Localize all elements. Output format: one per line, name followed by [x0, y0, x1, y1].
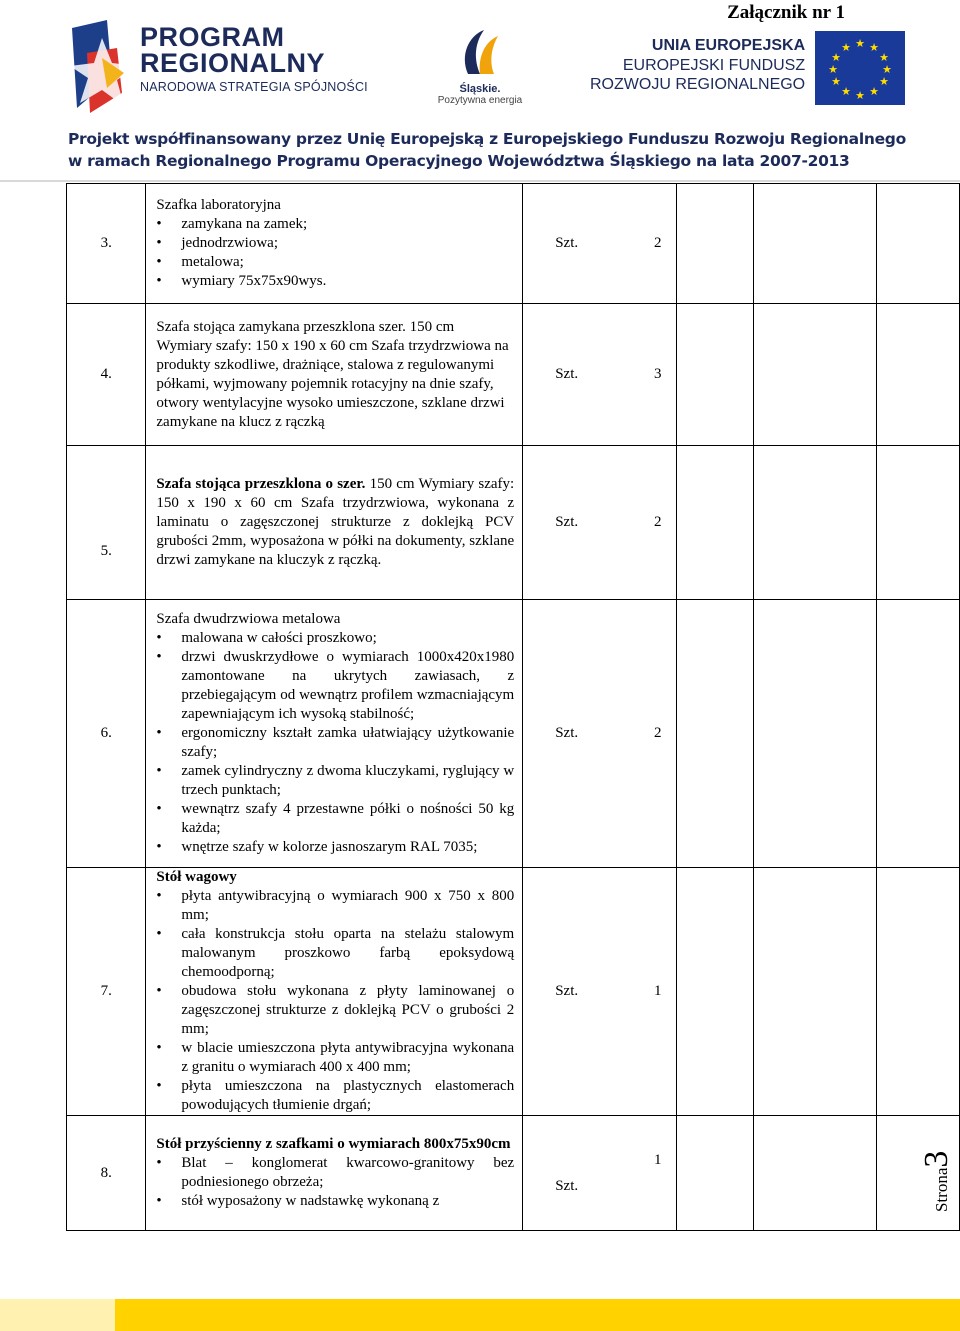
list-item: • drzwi dwuskrzydłowe o wymiarach 1000x420x1980 zamontowane na ukrytych zawiasach, z przebiegającym od wewnątrz profilem wzmacniającym zapewniającym ich wysoką stabilność;	[181, 648, 514, 724]
item-description	[146, 600, 523, 868]
svg-text:★: ★	[855, 37, 865, 50]
item-text: Wymiary szafy: 150 x 190 x 60 cm Szafa trzydrzwiowa na produkty szkodliwe, drażniące, stalowa z regulowanymi półkami, wyjmowany pojemnik rotacyjny na dnie szafy, otwory wentylacyjne wysoko umieszczone, szklane drzwi zamykane na klucz z rączką	[156, 337, 509, 430]
footer-bar-left	[0, 1299, 115, 1331]
empty-cell	[876, 868, 959, 1116]
slaskie-name: Śląskie.	[459, 83, 501, 95]
empty-cell	[753, 446, 876, 600]
header-divider	[0, 180, 960, 182]
list-item: • stół wyposażony w nadstawkę wykonaną z	[181, 1192, 514, 1211]
svg-text:★: ★	[841, 41, 851, 54]
svg-text:★: ★	[869, 85, 879, 98]
svg-text:★: ★	[882, 63, 892, 76]
item-bullet-list	[156, 215, 514, 291]
program-logo-line2: REGIONALNY	[140, 48, 326, 78]
svg-text:★: ★	[841, 85, 851, 98]
item-bullet-list	[156, 887, 514, 1115]
quantity: 2	[654, 725, 662, 741]
attachment-label: Załącznik nr 1	[727, 2, 845, 23]
list-item: • wnętrze szafy w kolorze jasnoszarym RAL 7035;	[181, 838, 514, 857]
empty-cell	[676, 446, 753, 600]
svg-text:★: ★	[879, 75, 889, 88]
item-description	[146, 1116, 523, 1231]
unit: Szt.	[555, 983, 579, 999]
project-line1: Projekt współfinansowany przez Unię Europejską z Europejskiego Funduszu Rozwoju Regionalnego	[68, 130, 906, 148]
program-logo-line3: NARODOWA STRATEGIA SPÓJNOŚCI	[140, 80, 368, 94]
row-number: 3.	[67, 184, 146, 304]
slaskie-wave-icon	[450, 26, 510, 78]
unit: Szt.	[555, 514, 579, 530]
eu-logo-line1: UNIA EUROPEJSKA	[651, 37, 806, 54]
svg-text:★: ★	[879, 51, 889, 64]
empty-cell	[753, 184, 876, 304]
item-title: Szafa stojąca zamykana przeszklona szer.	[156, 318, 406, 335]
eu-logo-line3: ROZWOJU REGIONALNEGO	[590, 76, 806, 93]
list-item: • Blat – konglomerat kwarcowo-granitowy bez podniesionego obrzeża;	[181, 1154, 514, 1192]
list-item: • w blacie umieszczona płyta antywibracyjna wykonana z granitu o wymiarach 400 x 400 mm;	[181, 1039, 514, 1077]
item-title-rest: 150 cm Wymiary szafy: 150 x 190 x 60 cm Szafa trzydrzwiowa, wykonana z laminatu o zagęszczonej strukturze z doklejką PCV grubości 2mm, wyposażona w półki na dokumenty, szklane drzwi zamykane na kluczyk z rączką.	[156, 476, 515, 568]
unit-qty-cell	[523, 868, 676, 1116]
list-item: • ergonomiczny kształt zamka ułatwiający użytkowanie szafy;	[181, 724, 514, 762]
list-item: • zamek cylindryczny z dwoma kluczykami, ryglujący w trzech punktach;	[181, 762, 514, 800]
quantity: 1	[654, 1151, 662, 1168]
table-row	[67, 184, 960, 304]
list-item: • płyta antywibracyjną o wymiarach 900 x 750 x 800 mm;	[181, 887, 514, 925]
list-item: • wewnątrz szafy 4 przestawne półki o nośności 50 kg każda;	[181, 800, 514, 838]
unit-qty-cell	[523, 184, 676, 304]
unit: Szt.	[555, 366, 579, 382]
list-item: • wymiary 75x75x90wys.	[181, 272, 514, 291]
svg-text:★: ★	[869, 41, 879, 54]
table-row	[67, 868, 960, 1116]
list-item: • cała konstrukcja stołu oparta na stelażu stalowym malowanym proszkowo farbą epoksydową chemoodporną;	[181, 925, 514, 982]
item-description	[146, 304, 523, 446]
eu-logo-line2: EUROPEJSKI FUNDUSZ	[622, 57, 806, 74]
unit: Szt.	[555, 725, 579, 741]
project-line2: w ramach Regionalnego Programu Operacyjnego Województwa Śląskiego na lata 2007-2013	[68, 152, 850, 170]
row-number: 8.	[67, 1116, 146, 1231]
row-number: 4.	[67, 304, 146, 446]
empty-cell	[676, 868, 753, 1116]
page-number-label	[918, 1151, 956, 1212]
empty-cell	[753, 868, 876, 1116]
empty-cell	[676, 1116, 753, 1231]
quantity: 2	[654, 235, 662, 251]
item-description	[146, 446, 523, 600]
page-label: Strona	[932, 1167, 951, 1212]
empty-cell	[876, 304, 959, 446]
list-item: • zamykana na zamek;	[181, 215, 514, 234]
eu-logo-text	[590, 36, 805, 94]
unit: Szt.	[555, 235, 579, 251]
item-bullet-list	[156, 1154, 514, 1211]
unit: Szt.	[555, 1177, 579, 1194]
item-description	[146, 184, 523, 304]
empty-cell	[753, 304, 876, 446]
unit-qty-cell	[523, 304, 676, 446]
item-title: Stół wagowy	[156, 869, 237, 885]
quantity: 2	[654, 514, 662, 530]
list-item: • malowana w całości proszkowo;	[181, 629, 514, 648]
quantity: 3	[654, 366, 662, 382]
eu-flag-icon	[815, 31, 905, 105]
page-number: 3	[918, 1150, 955, 1168]
item-title: Szafa stojąca przeszklona o szer.	[156, 476, 366, 492]
row-number: 6.	[67, 600, 146, 868]
table-row	[67, 304, 960, 446]
svg-text:★: ★	[855, 89, 865, 102]
items-table	[66, 183, 960, 1231]
empty-cell	[876, 600, 959, 868]
empty-cell	[753, 1116, 876, 1231]
svg-text:★: ★	[828, 63, 838, 76]
quantity: 1	[654, 983, 662, 999]
row-number: 7.	[67, 868, 146, 1116]
unit-qty-cell	[523, 600, 676, 868]
slaskie-tagline: Pozytywna energia	[437, 95, 523, 106]
program-logo-line1: PROGRAM	[140, 22, 285, 52]
empty-cell	[876, 184, 959, 304]
project-statement	[68, 128, 906, 172]
row-number: 5.	[67, 446, 146, 600]
table-row	[67, 600, 960, 868]
item-title: Stół przyścienny z szafkami o wymiarach 800x75x90cm	[156, 1136, 511, 1152]
empty-cell	[876, 446, 959, 600]
item-description	[146, 868, 523, 1116]
list-item: • obudowa stołu wykonana z płyty laminowanej o zagęszczonej strukturze z doklejką PCV o grubości 2 mm;	[181, 982, 514, 1039]
list-item: • płyta umieszczona na plastycznych elastomerach powodujących tłumienie drgań;	[181, 1077, 514, 1115]
table-row	[67, 446, 960, 600]
svg-text:★: ★	[831, 75, 841, 88]
item-title-rest: 150 cm	[405, 318, 455, 335]
footer-bar	[0, 1299, 960, 1331]
item-title: Szafka laboratoryjna	[156, 197, 281, 213]
table-row	[67, 1116, 960, 1231]
unit-qty-cell	[523, 1116, 676, 1231]
slaskie-logo	[430, 26, 530, 106]
program-star-icon	[62, 18, 142, 118]
empty-cell	[753, 600, 876, 868]
item-title: Szafa dwudrzwiowa metalowa	[156, 611, 341, 627]
unit-qty-cell	[523, 446, 676, 600]
empty-cell	[676, 184, 753, 304]
item-bullet-list	[156, 629, 514, 857]
empty-cell	[676, 304, 753, 446]
empty-cell	[676, 600, 753, 868]
svg-text:★: ★	[831, 51, 841, 64]
list-item: • metalowa;	[181, 253, 514, 272]
list-item: • jednodrzwiowa;	[181, 234, 514, 253]
